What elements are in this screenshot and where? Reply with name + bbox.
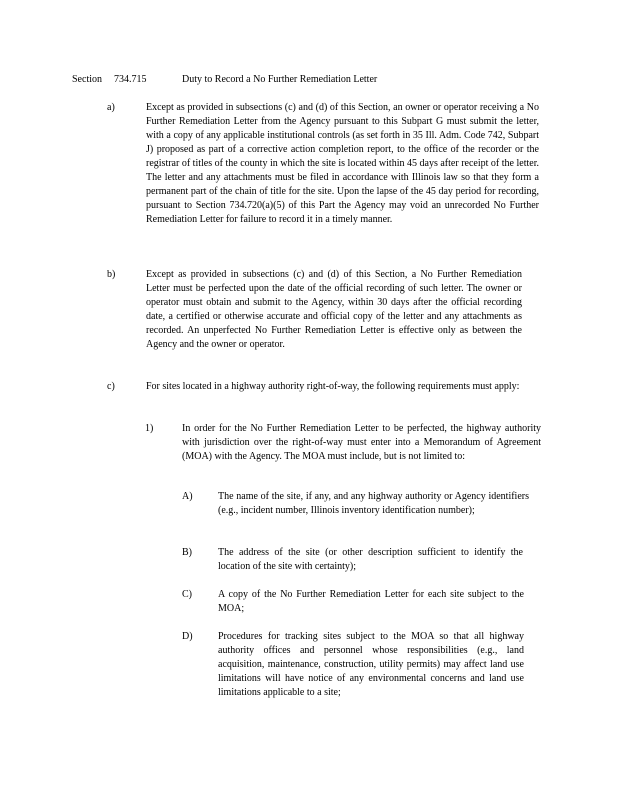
item-b-text: The address of the site (or other description sufficient to identify the location of the site with certainty); xyxy=(218,547,523,572)
subsection-c-label: c) xyxy=(107,381,115,392)
item-a-label: A) xyxy=(182,491,193,502)
subsection-b-text: Except as provided in subsections (c) and (d) of this Section, a No Further Remediation Letter must be perfected upon the date of the official recording of such letter. The owner or operator must obtain and submit to the Agency, within 30 days after the official recording date, a certified or otherwise accurate and official copy of the letter and any attachments as recorded. An unperfected No Further Remediation Letter is effective only as between the Agency and the owner or operator. xyxy=(146,269,522,350)
subsection-b-label: b) xyxy=(107,269,116,280)
section-title: Duty to Record a No Further Remediation Letter xyxy=(182,74,378,85)
subsection-a-label: a) xyxy=(107,102,115,113)
subsection-a-text: Except as provided in subsections (c) and (d) of this Section, an owner or operator receiving a No Further Remediation Letter from the Agency pursuant to this Subpart G must submit the letter, with a copy of any applicable institutional controls (as set forth in 35 Ill. Adm. Code 742, Subpart J) proposed as part of a corrective action completion report, to the office of the recorder or the registrar of titles of the county in which the site is located within 45 days after receipt of the letter. The letter and any attachments must be filed in accordance with Illinois law so that they form a permanent part of the chain of title for the site. Upon the lapse of the 45 day period for recording, pursuant to Section 734.720(a)(5) of this Part the Agency may void an unrecorded No Further Remediation Letter for failure to record it in a timely manner. xyxy=(146,102,539,225)
item-d-label: D) xyxy=(182,631,193,642)
subsection-c-1-label: 1) xyxy=(145,423,154,434)
subsection-c-1-text: In order for the No Further Remediation Letter to be perfected, the highway authority with jurisdiction over the right-of-way must enter into a Memorandum of Agreement (MOA) with the Agency. The MOA must include, but is not limited to: xyxy=(182,423,541,462)
item-c-label: C) xyxy=(182,589,192,600)
item-d-text: Procedures for tracking sites subject to the MOA so that all highway authority offices and personnel whose responsibilities (e.g., land acquisition, maintenance, construction, utility permits) may affect land use limitations will have notice of any environmental concerns and land use limitations applicable to a site; xyxy=(218,631,524,698)
item-c-text: A copy of the No Further Remediation Letter for each site subject to the MOA; xyxy=(218,589,524,614)
section-number: 734.715 xyxy=(114,74,147,85)
item-b-label: B) xyxy=(182,547,192,558)
subsection-c-text: For sites located in a highway authority right-of-way, the following requirements must apply: xyxy=(146,381,520,392)
section-label: Section xyxy=(72,74,102,85)
item-a-text: The name of the site, if any, and any highway authority or Agency identifiers (e.g., incident number, Illinois inventory identification number); xyxy=(218,491,529,516)
